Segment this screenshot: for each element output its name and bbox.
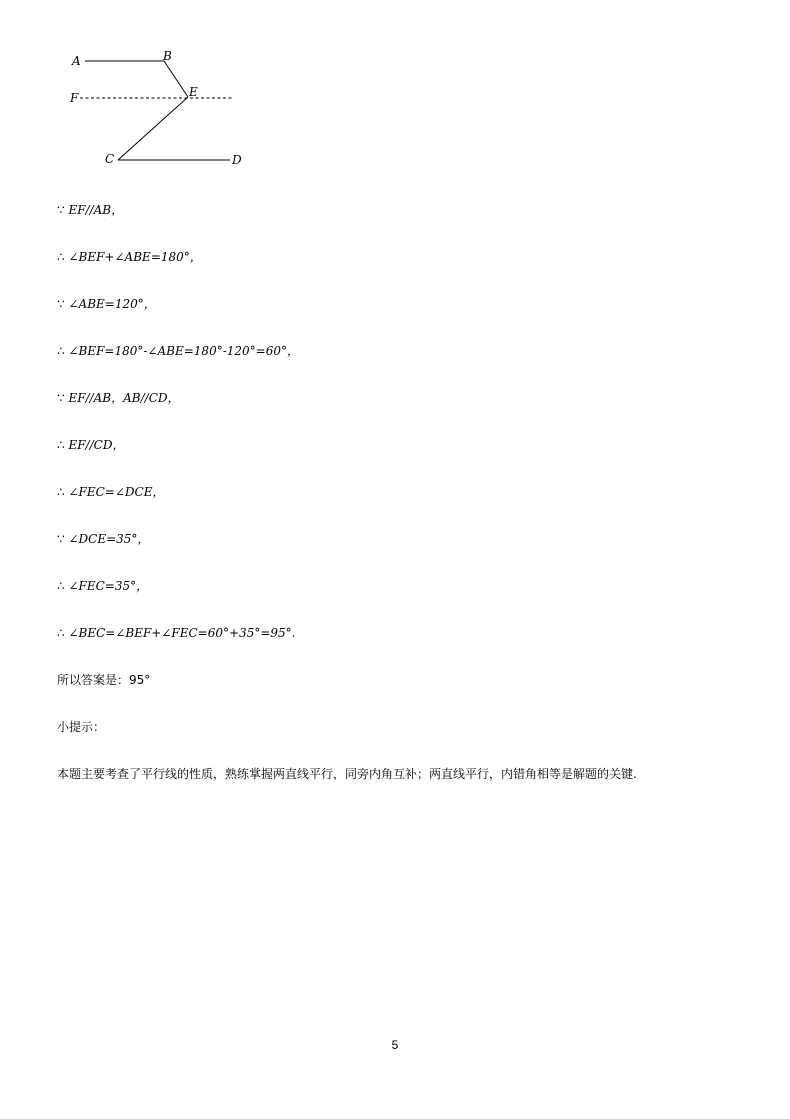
solution-step	[57, 249, 202, 265]
therefore-symbol: ∴	[57, 344, 65, 358]
solution-step	[57, 343, 299, 359]
reason-symbol: ∵	[57, 203, 65, 217]
step-text: EF//AB，	[68, 203, 124, 217]
therefore-symbol: ∴	[57, 250, 65, 264]
solution-step	[57, 625, 295, 641]
reason-symbol: ∵	[57, 297, 65, 311]
therefore-symbol: ∴	[57, 626, 65, 640]
hint-body: 本题主要考查了平行线的性质，熟练掌握两直线平行，同旁内角互补；两直线平行，内错角相等是解题的关键.	[57, 767, 637, 781]
solution-step	[57, 531, 149, 547]
page-number: 5	[391, 1038, 399, 1052]
step-text: EF//AB，AB//CD，	[68, 391, 180, 405]
therefore-symbol: ∴	[57, 579, 65, 593]
label-b: B	[163, 49, 172, 63]
segment-ec	[118, 97, 188, 160]
label-c: C	[105, 152, 115, 166]
therefore-symbol: ∴	[57, 485, 65, 499]
solution-step	[57, 202, 123, 218]
step-text: ∠BEC=∠BEF+∠FEC=60°+35°=95°.	[68, 626, 296, 640]
reason-symbol: ∵	[57, 391, 65, 405]
solution-step	[57, 437, 124, 453]
step-text: EF//CD，	[68, 438, 125, 452]
hint-title: 小提示：	[57, 720, 106, 734]
parallel-lines-diagram	[60, 40, 260, 180]
step-text: ∠DCE=35°，	[68, 532, 150, 546]
step-text: ∠FEC=35°，	[68, 579, 149, 593]
solution-step	[57, 390, 180, 406]
solution-step	[57, 296, 156, 312]
label-d: D	[232, 153, 242, 167]
answer-line: 所以答案是：95°	[57, 673, 151, 687]
step-text: ∠ABE=120°，	[68, 297, 156, 311]
label-f: F	[70, 91, 79, 105]
step-text: ∠FEC=∠DCE，	[68, 485, 165, 499]
geometry-figure	[60, 40, 260, 180]
label-e: E	[189, 85, 198, 99]
step-text: ∠BEF+∠ABE=180°，	[68, 250, 202, 264]
segment-be	[164, 61, 188, 97]
therefore-symbol: ∴	[57, 438, 65, 452]
reason-symbol: ∵	[57, 532, 65, 546]
solution-step	[57, 484, 164, 500]
label-a: A	[72, 54, 81, 68]
step-text: ∠BEF=180°-∠ABE=180°-120°=60°，	[68, 344, 299, 358]
solution-step	[57, 578, 148, 594]
